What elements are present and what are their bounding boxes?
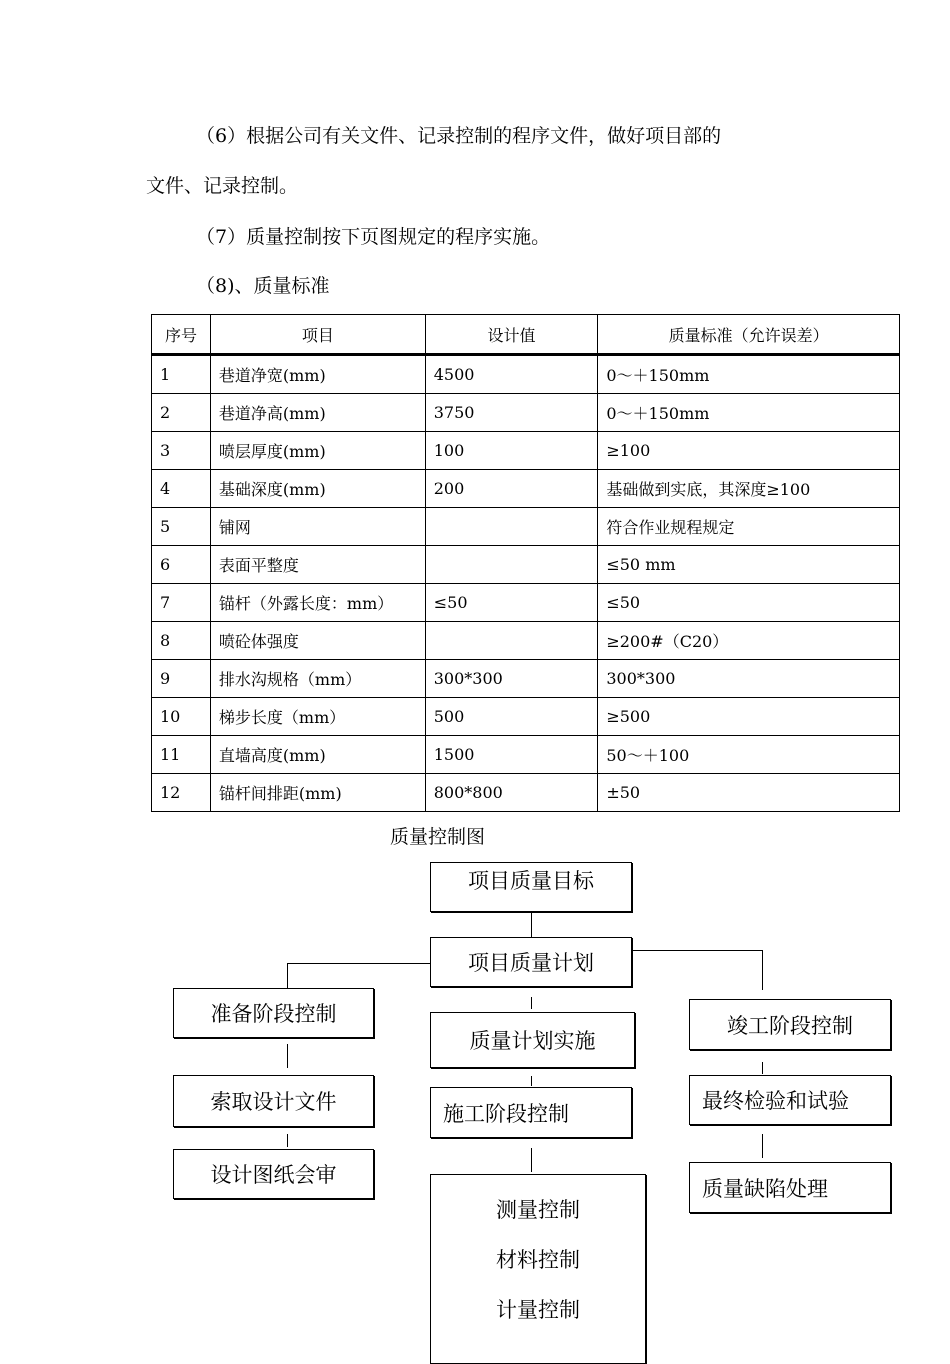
box-label-prep: 准备阶段控制: [210, 1002, 337, 1026]
cell-design-value: 500: [425, 698, 598, 736]
cell-design-value: 300*300: [425, 660, 598, 698]
table-row: [152, 394, 900, 432]
header-tolerance: 质量标准（允许误差）: [598, 315, 900, 355]
cell-index: 5: [152, 508, 211, 546]
connector-impl-construct: [531, 1076, 532, 1086]
table-row: [152, 736, 900, 774]
cell-tolerance: ±50: [598, 774, 900, 812]
connector-to-complete: [762, 950, 763, 990]
item-survey-control: 测量控制: [496, 1198, 580, 1222]
cell-item: 梯步长度（mm）: [210, 698, 425, 736]
cell-tolerance: 0～＋150mm: [598, 394, 900, 432]
box-project-quality-plan: [430, 937, 632, 987]
table-row: [152, 508, 900, 546]
box-obtain-design-docs: [173, 1075, 374, 1127]
cell-index: 3: [152, 432, 211, 470]
cell-tolerance: 300*300: [598, 660, 900, 698]
cell-design-value: 800*800: [425, 774, 598, 812]
connector-complete-test: [762, 1062, 763, 1074]
table-row: [152, 432, 900, 470]
connector-construct-items: [531, 1148, 532, 1172]
paragraph-7: （7）质量控制按下页图规定的程序实施。: [196, 226, 551, 248]
box-construction-items: [430, 1174, 646, 1364]
box-project-quality-goal: [430, 862, 632, 912]
cell-design-value: 1500: [425, 736, 598, 774]
box-plan-implementation: [430, 1012, 635, 1068]
cell-index: 6: [152, 546, 211, 584]
paragraph-8-heading: （8)、质量标准: [196, 275, 330, 297]
cell-tolerance: ≥100: [598, 432, 900, 470]
cell-item: 直墙高度(mm): [210, 736, 425, 774]
box-design-drawing-review: [173, 1149, 374, 1199]
cell-index: 1: [152, 355, 211, 394]
cell-design-value: ≤50: [425, 584, 598, 622]
box-defect-handling: [689, 1162, 891, 1213]
connector-goal-plan: [531, 912, 532, 937]
cell-index: 9: [152, 660, 211, 698]
table-row: [152, 660, 900, 698]
table-row: [152, 355, 900, 394]
cell-design-value: 4500: [425, 355, 598, 394]
cell-design-value: [425, 546, 598, 584]
cell-item: 巷道净宽(mm): [210, 355, 425, 394]
cell-index: 7: [152, 584, 211, 622]
box-preparation-control: [173, 988, 374, 1038]
cell-item: 喷砼体强度: [210, 622, 425, 660]
paragraph-6-line-2: 文件、记录控制。: [146, 175, 299, 197]
connector-plan-impl: [531, 997, 532, 1009]
box-construction-control: [430, 1087, 632, 1138]
cell-item: 锚杆（外露长度：mm）: [210, 584, 425, 622]
cell-index: 10: [152, 698, 211, 736]
box-label-construct: 施工阶段控制: [443, 1101, 569, 1126]
cell-index: 11: [152, 736, 211, 774]
cell-item: 铺网: [210, 508, 425, 546]
cell-design-value: [425, 508, 598, 546]
table-row: [152, 546, 900, 584]
cell-tolerance: 0～＋150mm: [598, 355, 900, 394]
connector-plan-right: [632, 950, 762, 951]
connector-plan-left: [287, 963, 431, 964]
cell-tolerance: ≤50 mm: [598, 546, 900, 584]
table-row: [152, 470, 900, 508]
cell-design-value: 3750: [425, 394, 598, 432]
cell-item: 表面平整度: [210, 546, 425, 584]
cell-item: 锚杆间排距(mm): [210, 774, 425, 812]
cell-design-value: 200: [425, 470, 598, 508]
cell-tolerance: 符合作业规程规定: [598, 508, 900, 546]
table-row: [152, 584, 900, 622]
box-label-complete: 竣工阶段控制: [727, 1013, 853, 1038]
diagram-caption: 质量控制图: [390, 826, 486, 848]
cell-tolerance: 50～＋100: [598, 736, 900, 774]
table-row: [152, 622, 900, 660]
box-label-impl: 质量计划实施: [469, 1029, 596, 1053]
cell-item: 巷道净高(mm): [210, 394, 425, 432]
cell-index: 2: [152, 394, 211, 432]
box-final-inspection: [689, 1075, 891, 1125]
box-label-plan: 项目质量计划: [468, 951, 594, 975]
cell-item: 基础深度(mm): [210, 470, 425, 508]
cell-item: 喷层厚度(mm): [210, 432, 425, 470]
cell-tolerance: ≥200#（C20）: [598, 622, 900, 660]
connector-to-prep: [287, 963, 288, 988]
box-label-prep-review: 设计图纸会审: [210, 1163, 337, 1187]
cell-index: 12: [152, 774, 211, 812]
cell-tolerance: ≥500: [598, 698, 900, 736]
header-item: 项目: [210, 315, 425, 355]
box-label-final-test: 最终检验和试验: [702, 1089, 849, 1113]
table-header-row: [152, 315, 900, 355]
box-label-prep-doc: 索取设计文件: [210, 1090, 337, 1114]
box-completion-control: [689, 999, 891, 1050]
cell-tolerance: 基础做到实底，其深度≥100: [598, 470, 900, 508]
cell-index: 8: [152, 622, 211, 660]
cell-index: 4: [152, 470, 211, 508]
connector-test-defect: [762, 1134, 763, 1158]
box-label-defect: 质量缺陷处理: [702, 1176, 828, 1201]
cell-tolerance: ≤50: [598, 584, 900, 622]
connector-prep-doc: [287, 1044, 288, 1068]
header-design-value: 设计值: [425, 315, 598, 355]
table-row: [152, 774, 900, 812]
cell-item: 排水沟规格（mm）: [210, 660, 425, 698]
item-measurement-control: 计量控制: [496, 1298, 580, 1322]
header-index: 序号: [152, 315, 211, 355]
cell-design-value: 100: [425, 432, 598, 470]
quality-standard-table: [151, 314, 900, 812]
connector-doc-review: [287, 1134, 288, 1147]
table-row: [152, 698, 900, 736]
cell-design-value: [425, 622, 598, 660]
item-material-control: 材料控制: [496, 1248, 580, 1272]
box-label-goal: 项目质量目标: [468, 869, 594, 893]
paragraph-6-line-1: （6）根据公司有关文件、记录控制的程序文件，做好项目部的: [196, 125, 722, 147]
